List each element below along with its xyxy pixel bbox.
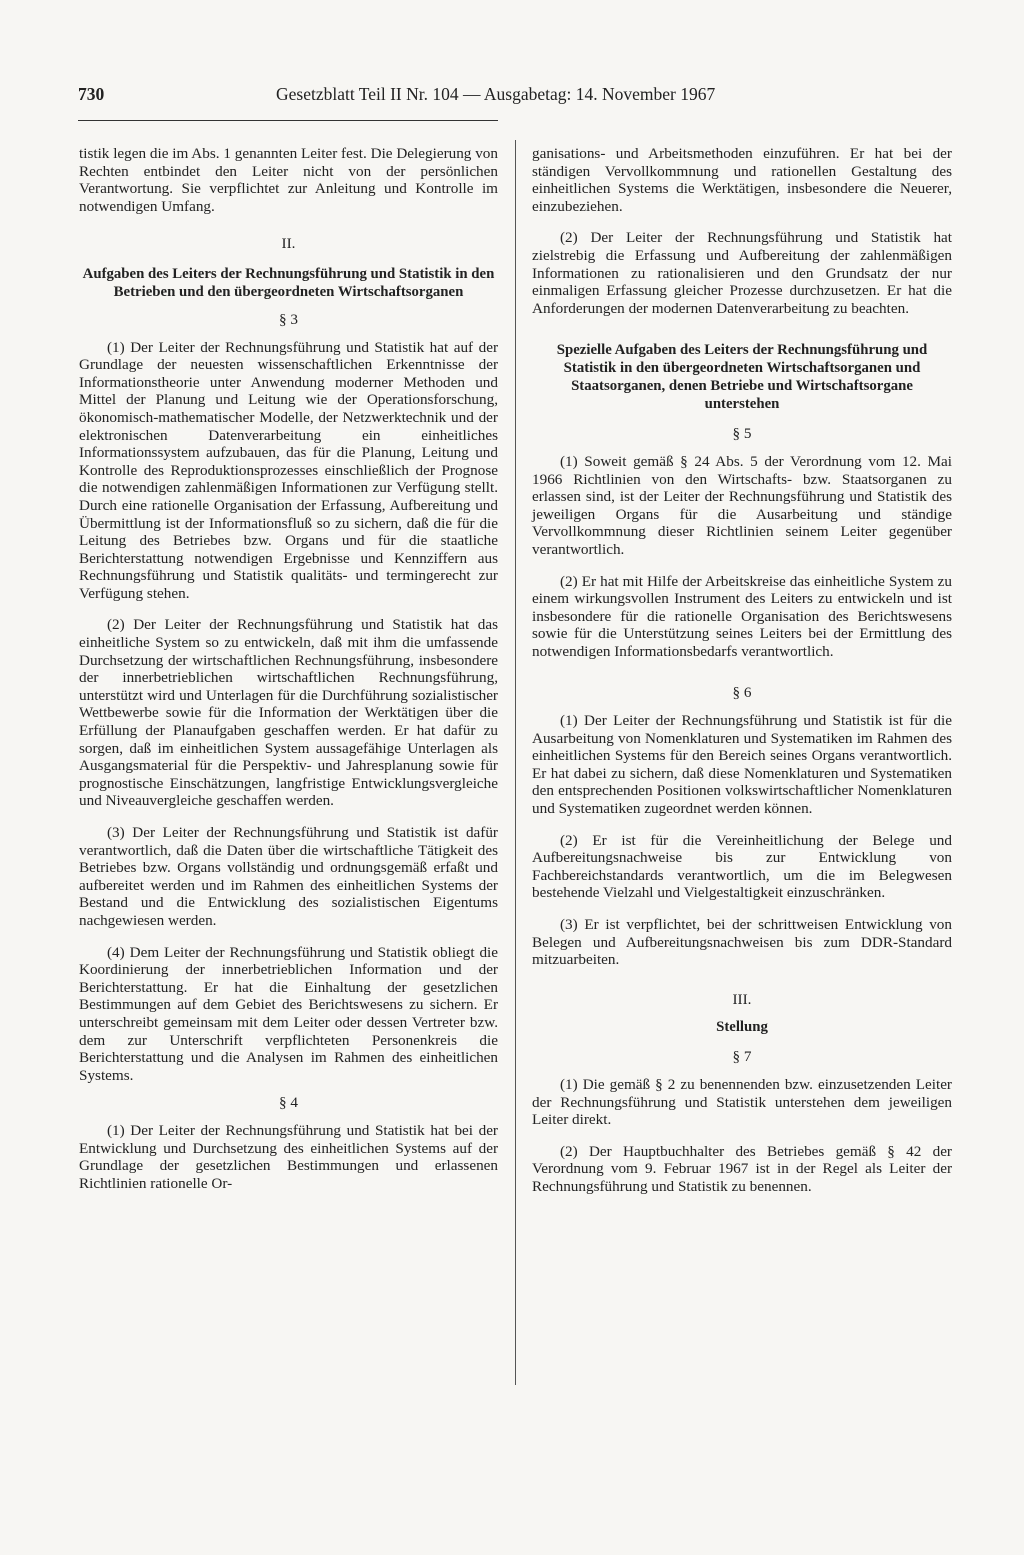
paragraph-text: (1) Der Leiter der Rechnungsführung und Statistik ist für die Ausarbeitung von Nomenklaturen und Systematiken im Rahmen des einheitlichen Systems für den Bereich seines Organs verantwortlich. Er hat dabei zu sichern, daß diese Nomenklaturen und Systematiken den entsprechenden Positionen volkswirtschaftlicher Nomenklaturen und Systematiken zugeordnet werden können. [532,712,952,818]
paragraph-text: (2) Er ist für die Vereinheitlichung der Belege und Aufbereitungsnachweise bis zur Entwicklung von Fachbereichstandards verantwortlich, um die im Belegwesen bestehende Vielzahl und Vielgestaltigkeit einzuschränken. [532,831,952,902]
paragraph-text: (2) Der Hauptbuchhalter des Betriebes gemäß § 42 der Verordnung vom 9. Februar 1967 ist in der Regel als Leiter der Rechnungsführung und Statistik zu benennen. [532,1142,952,1195]
paragraph-text: (2) Er hat mit Hilfe der Arbeitskreise das einheitliche System zu einem wirkungsvollen Instrument des Leiters zu entwickeln und ist insbesondere für die rationelle Organisation des Berichtswesens sowie für die Unterstützung seines Leiters bei der Ermittlung des notwendigen Informationsbedarfs verantwortlich. [532,572,952,660]
header-rule [78,120,498,121]
page-number: 730 [78,84,105,104]
paragraph-text: (4) Dem Leiter der Rechnungsführung und Statistik obliegt die Koordinierung der innerbetrieblichen Information und der Berichterstattung. Er hat die Einhaltung der gesetzlichen Bestimmungen auf dem Gebiet des Berichtswesens zu sichern. Er unterschreibt gemeinsam mit dem Leiter oder dessen Vertreter bzw. dem zur Unterschrift verpflichteten Personenkreis die Berichterstattung und die Analysen im Rahmen des einheitlichen Systems. [79,943,498,1084]
paragraph-sign: § 5 [732,425,752,443]
page-header [78,84,914,108]
continuation-text: tistik legen die im Abs. 1 genannten Leiter fest. Die Delegierung von Rechten entbindet den Leiter nicht von der persönlichen Verantwortung. Sie verpflichtet zur Anleitung und Kontrolle im notwendigen Umfang. [79,145,498,215]
paragraph-text: (2) Der Leiter der Rechnungsführung und Statistik hat das einheitliche System so zu entwickeln, daß mit ihm die umfassende Durchsetzung der wirtschaftlichen Rechnungsführung, insbesondere der innerbetrieblichen wirtschaftlichen Rechnungsführung, unterstützt wird und Unterlagen für die Durchführung sozialistischer Wettbewerbe sowie für die Information der Werktätigen über die Erfüllung der Planaufgaben geschaffen werden. Er hat dafür zu sorgen, daß im einheitlichen System aussagefähige Unterlagen als Ausgangsmaterial für die Perspektiv- und Jahresplanung sowie für prognostische Einschätzungen, langfristige Entwicklungsvergleiche und Niveauvergleiche geschaffen werden. [79,616,498,810]
left-column [79,145,498,1192]
section-heading: Aufgaben des Leiters der Rechnungsführung und Statistik in den Betrieben und den übergeordneten Wirtschaftsorganen [82,265,495,300]
right-column [532,145,952,1196]
section-heading: Spezielle Aufgaben des Leiters der Rechnungsführung und Statistik in den übergeordneten Wirtschaftsorganen und Staatsorganen, denen Betriebe und Wirtschaftsorgane unterstehen [556,342,928,413]
section-number: III. [732,990,752,1008]
section-heading: Stellung [716,1019,768,1036]
paragraph-sign: § 4 [279,1094,298,1112]
paragraph-text: (3) Der Leiter der Rechnungsführung und Statistik ist dafür verantwortlich, daß die Daten über die wirtschaftliche Tätigkeit des Betriebes bzw. Organs vollständig und ordnungsgemäß erfaßt und aufbereitet werden und im Rahmen des einheitlichen Systems der Bestand und die Entwicklung des sozialistischen Eigentums nachgewiesen werden. [79,824,498,929]
header-title: Gesetzblatt Teil II Nr. 104 — Ausgabetag: 14. November 1967 [276,84,716,104]
paragraph-text: (3) Er ist verpflichtet, bei der schrittweisen Entwicklung von Belegen und Aufbereitungsnachweisen bis zum DDR-Standard mitzuarbeiten. [532,916,952,969]
section-number: II. [281,235,296,253]
continuation-text: ganisations- und Arbeitsmethoden einzuführen. Er hat bei der ständigen Vervollkommnung und rationellen Gestaltung des einheitlichen Systems die Werktätigen, insbesondere die Neuerer, einzubeziehen. [532,145,952,215]
paragraph-text: (1) Die gemäß § 2 zu benennenden bzw. einzusetzenden Leiter der Rechnungsführung und Statistik unterstehen dem jeweiligen Leiter direkt. [532,1075,952,1129]
column-divider [515,140,516,1385]
paragraph-text: (2) Der Leiter der Rechnungsführung und Statistik hat zielstrebig die Erfassung und Aufbereitung der zahlenmäßigen Informationen zu rationalisieren und den Grundsatz der nur einmaligen Erfassung gleicher Prozesse durchzusetzen. Er hat die Anforderungen der modernen Datenverarbeitung zu beachten. [532,229,952,317]
paragraph-text: (1) Der Leiter der Rechnungsführung und Statistik hat bei der Entwicklung und Durchsetzung des einheitlichen Systems auf der Grundlage der gesetzlichen Bestimmungen und erlassenen Richtlinien rationelle Or- [79,1121,498,1192]
paragraph-text: (1) Soweit gemäß § 24 Abs. 5 der Verordnung vom 12. Mai 1966 Richtlinien von den Wirtschafts- bzw. Staatsorganen zu erlassen sind, ist der Leiter der Rechnungsführung und Statistik des jeweiligen Organs für die Ausarbeitung und ständige Vervollkommnung dieser Richtlinien seinem Leiter gegenüber verantwortlich. [532,452,952,558]
paragraph-sign: § 3 [279,310,298,328]
paragraph-sign: § 6 [732,684,752,702]
paragraph-sign: § 7 [732,1048,752,1066]
paragraph-text: (1) Der Leiter der Rechnungsführung und Statistik hat auf der Grundlage der neuesten wissenschaftlichen Erkenntnisse der Informationstheorie unter Anwendung moderner Methoden und Mittel der Planung und Leitung wie der Operationsforschung, ökonomisch-mathematischer Modelle, der Netzwerktechnik und der elektronischen Datenverarbeitung ein einheitliches Informationssystem aufzubauen, das für die Planung, Leitung und Kontrolle des Reproduktionsprozesses einschließlich der Prognose die notwendigen zahlenmäßigen Informationen zur Verfügung stellt. Durch eine rationelle Organisation der Erfassung, Aufbereitung und Übermittlung ist der Informationsfluß so zu sichern, daß die für die Leitung des Betriebes bzw. Organs und für die staatliche Berichterstattung notwendigen Ergebnisse und Kennziffern aus Rechnungsführung und Statistik qualitäts- und termingerecht zur Verfügung stehen. [79,338,498,602]
